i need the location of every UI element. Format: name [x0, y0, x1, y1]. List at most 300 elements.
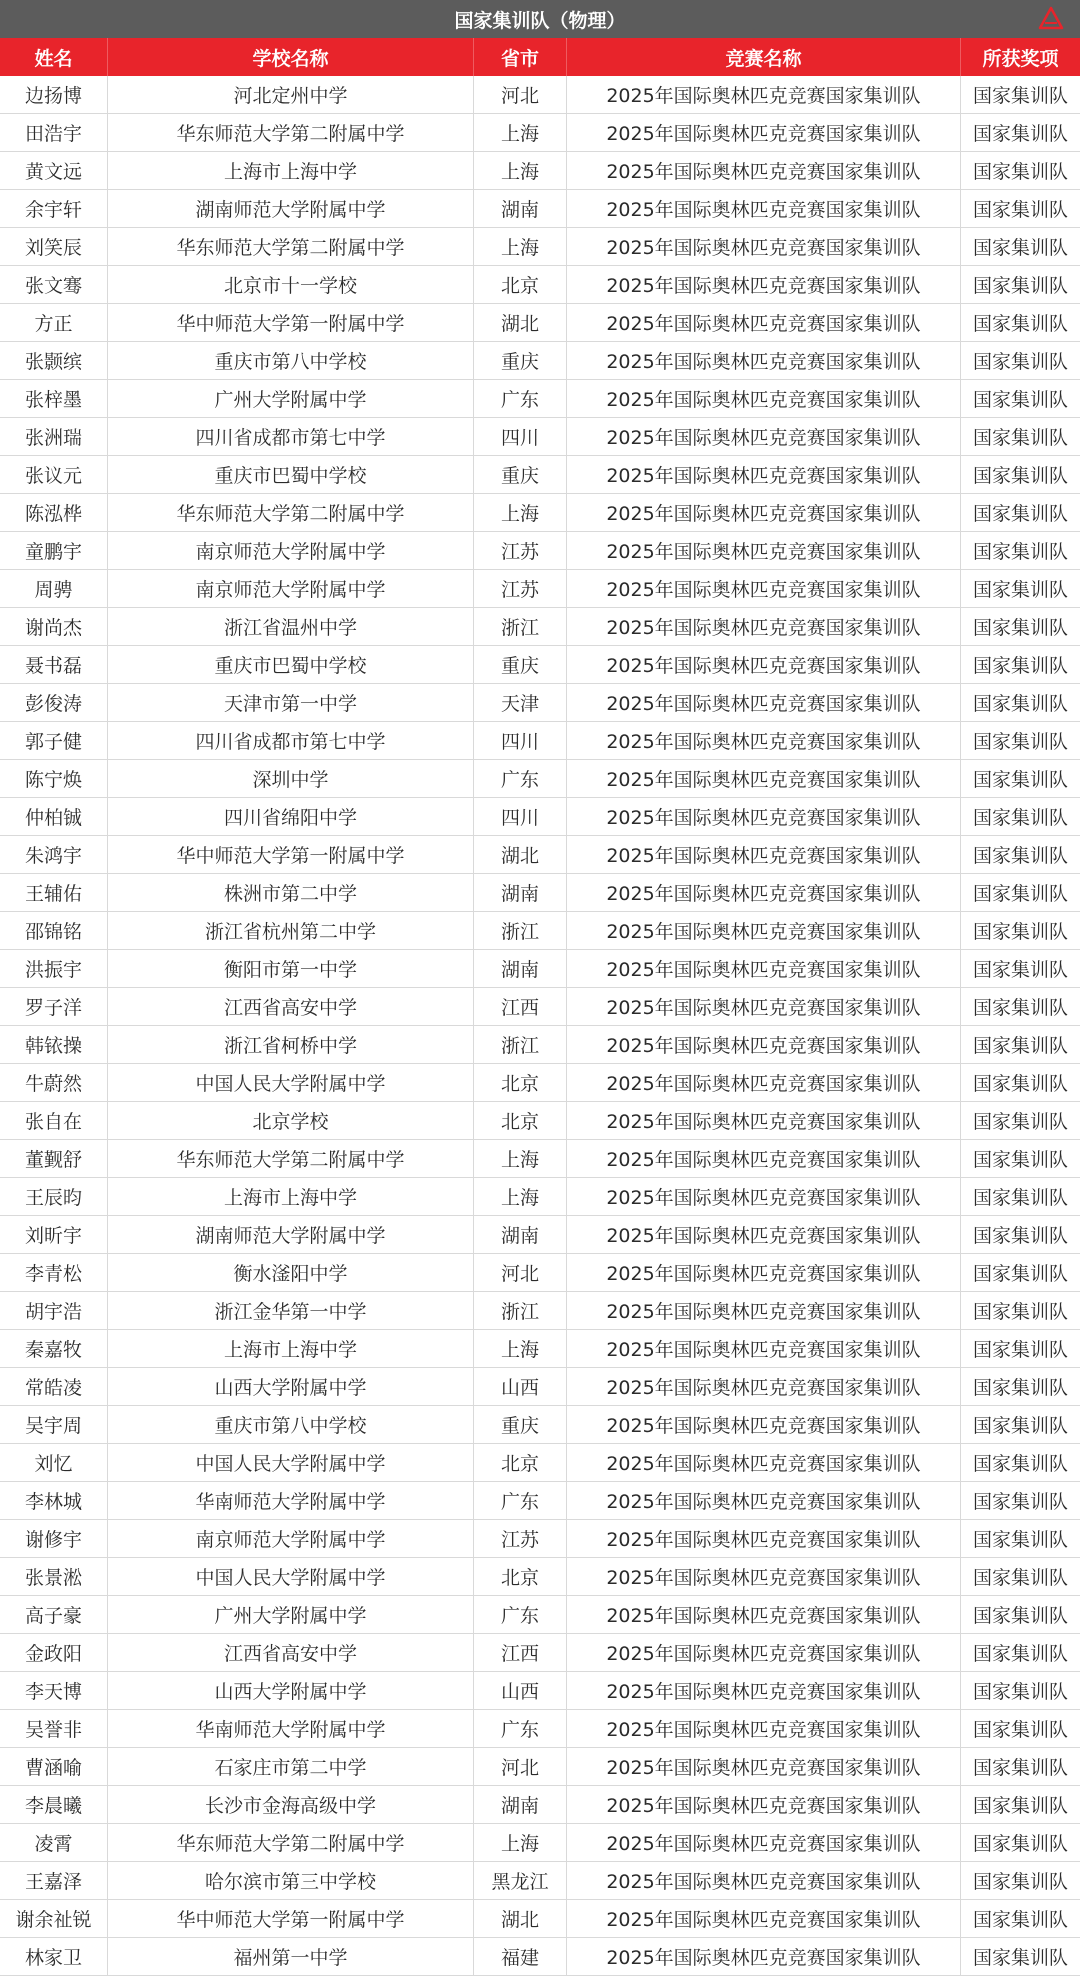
cell-competition: 2025年国际奥林匹克竞赛国家集训队: [567, 1368, 961, 1405]
cell-school: 衡阳市第一中学: [108, 950, 474, 987]
table-row: [0, 1444, 1080, 1482]
cell-competition: 2025年国际奥林匹克竞赛国家集训队: [567, 266, 961, 303]
cell-name: 方正: [0, 304, 108, 341]
roster-table: [0, 38, 1080, 1976]
cell-award: 国家集训队: [972, 161, 1068, 183]
table-row: [0, 912, 1080, 950]
cell-province: 重庆: [474, 456, 567, 493]
table-row: [0, 1634, 1080, 1672]
cell-school: 华中师范大学第一附属中学: [108, 1900, 474, 1937]
cell-award: 国家集训队: [972, 1225, 1068, 1247]
cell-name: 谢尚杰: [0, 608, 108, 645]
cell-name: 曹涵喻: [0, 1748, 108, 1785]
cell-province: 江西: [474, 1634, 567, 1671]
table-row: [0, 874, 1080, 912]
cell-name: 李青松: [0, 1254, 108, 1291]
cell-province: 浙江: [474, 912, 567, 949]
cell-competition: 2025年国际奥林匹克竞赛国家集训队: [567, 874, 961, 911]
cell-province: 河北: [474, 1748, 567, 1785]
cell-province: 湖南: [474, 1216, 567, 1253]
cell-province: 北京: [474, 266, 567, 303]
cell-competition: 2025年国际奥林匹克竞赛国家集训队: [567, 684, 961, 721]
cell-province: 上海: [474, 1824, 567, 1861]
table-row: [0, 1748, 1080, 1786]
cell-award: 国家集训队: [972, 1871, 1068, 1893]
table-row: [0, 1026, 1080, 1064]
cell-competition: 2025年国际奥林匹克竞赛国家集训队: [567, 798, 961, 835]
cell-school: 四川省绵阳中学: [108, 798, 474, 835]
cell-competition: 2025年国际奥林匹克竞赛国家集训队: [567, 1938, 961, 1975]
cell-competition: 2025年国际奥林匹克竞赛国家集训队: [567, 570, 961, 607]
cell-name: 吴宇周: [0, 1406, 108, 1443]
cell-award: 国家集训队: [972, 313, 1068, 335]
cell-competition: 2025年国际奥林匹克竞赛国家集训队: [567, 1710, 961, 1747]
table-row: [0, 1140, 1080, 1178]
cell-award: 国家集训队: [972, 579, 1068, 601]
cell-competition: 2025年国际奥林匹克竞赛国家集训队: [567, 1672, 961, 1709]
cell-competition: 2025年国际奥林匹克竞赛国家集训队: [567, 342, 961, 379]
cell-competition: 2025年国际奥林匹克竞赛国家集训队: [567, 1482, 961, 1519]
cell-competition: 2025年国际奥林匹克竞赛国家集训队: [567, 494, 961, 531]
cell-award: 国家集训队: [972, 1567, 1068, 1589]
cell-name: 凌霄: [0, 1824, 108, 1861]
table-row: [0, 1406, 1080, 1444]
cell-school: 江西省高安中学: [108, 1634, 474, 1671]
column-header-name: 姓名: [0, 38, 108, 76]
cell-province: 四川: [474, 418, 567, 455]
column-header-province: 省市: [474, 38, 567, 76]
cell-name: 谢修宇: [0, 1520, 108, 1557]
cell-province: 广东: [474, 380, 567, 417]
cell-name: 吴誉非: [0, 1710, 108, 1747]
table-row: [0, 190, 1080, 228]
cell-award: 国家集训队: [972, 427, 1068, 449]
cell-province: 湖南: [474, 874, 567, 911]
cell-province: 广东: [474, 1482, 567, 1519]
cell-competition: 2025年国际奥林匹克竞赛国家集训队: [567, 152, 961, 189]
table-row: [0, 1558, 1080, 1596]
cell-name: 金政阳: [0, 1634, 108, 1671]
table-row: [0, 760, 1080, 798]
cell-province: 上海: [474, 152, 567, 189]
cell-name: 牛蔚然: [0, 1064, 108, 1101]
cell-competition: 2025年国际奥林匹克竞赛国家集训队: [567, 532, 961, 569]
cell-school: 衡水滏阳中学: [108, 1254, 474, 1291]
cell-school: 江西省高安中学: [108, 988, 474, 1025]
cell-competition: 2025年国际奥林匹克竞赛国家集训队: [567, 304, 961, 341]
cell-province: 广东: [474, 760, 567, 797]
cell-name: 邵锦铭: [0, 912, 108, 949]
cell-name: 韩铱操: [0, 1026, 108, 1063]
cell-competition: 2025年国际奥林匹克竞赛国家集训队: [567, 950, 961, 987]
cell-province: 湖南: [474, 190, 567, 227]
table-row: [0, 1102, 1080, 1140]
cell-name: 洪振宇: [0, 950, 108, 987]
cell-award: 国家集训队: [972, 1187, 1068, 1209]
page-title: 国家集训队（物理）: [454, 9, 626, 32]
cell-competition: 2025年国际奥林匹克竞赛国家集训队: [567, 1900, 961, 1937]
cell-award: 国家集训队: [972, 1301, 1068, 1323]
cell-name: 王嘉泽: [0, 1862, 108, 1899]
cell-award: 国家集训队: [972, 1073, 1068, 1095]
table-row: [0, 1938, 1080, 1976]
table-row: [0, 608, 1080, 646]
cell-province: 福建: [474, 1938, 567, 1975]
table-row: [0, 494, 1080, 532]
cell-school: 华东师范大学第二附属中学: [108, 114, 474, 151]
table-row: [0, 1786, 1080, 1824]
cell-school: 华南师范大学附属中学: [108, 1482, 474, 1519]
cell-school: 重庆市巴蜀中学校: [108, 646, 474, 683]
cell-award: 国家集训队: [972, 199, 1068, 221]
cell-award: 国家集训队: [972, 1415, 1068, 1437]
cell-province: 重庆: [474, 1406, 567, 1443]
cell-competition: 2025年国际奥林匹克竞赛国家集训队: [567, 1178, 961, 1215]
cell-award: 国家集训队: [972, 921, 1068, 943]
cell-province: 上海: [474, 1330, 567, 1367]
cell-school: 四川省成都市第七中学: [108, 722, 474, 759]
cell-province: 广东: [474, 1710, 567, 1747]
cell-award: 国家集训队: [972, 769, 1068, 791]
cell-award: 国家集训队: [972, 655, 1068, 677]
cell-province: 重庆: [474, 646, 567, 683]
cell-award: 国家集训队: [972, 1757, 1068, 1779]
table-row: [0, 342, 1080, 380]
cell-award: 国家集训队: [972, 959, 1068, 981]
cell-award: 国家集训队: [972, 123, 1068, 145]
cell-competition: 2025年国际奥林匹克竞赛国家集训队: [567, 1634, 961, 1671]
cell-competition: 2025年国际奥林匹克竞赛国家集训队: [567, 76, 961, 113]
table-row: [0, 152, 1080, 190]
table-row: [0, 1368, 1080, 1406]
cell-school: 南京师范大学附属中学: [108, 570, 474, 607]
cell-award: 国家集训队: [972, 351, 1068, 373]
cell-province: 广东: [474, 1596, 567, 1633]
cell-school: 浙江省温州中学: [108, 608, 474, 645]
cell-province: 湖南: [474, 950, 567, 987]
cell-award: 国家集训队: [972, 1719, 1068, 1741]
cell-award: 国家集训队: [972, 617, 1068, 639]
cell-province: 江苏: [474, 532, 567, 569]
cell-award: 国家集训队: [972, 1111, 1068, 1133]
cell-province: 浙江: [474, 1026, 567, 1063]
table-row: [0, 722, 1080, 760]
cell-school: 广州大学附属中学: [108, 380, 474, 417]
cell-competition: 2025年国际奥林匹克竞赛国家集训队: [567, 722, 961, 759]
cell-name: 仲柏铖: [0, 798, 108, 835]
title-bar: [0, 0, 1080, 38]
table-row: [0, 1520, 1080, 1558]
cell-award: 国家集训队: [972, 1909, 1068, 1931]
cell-award: 国家集训队: [972, 1453, 1068, 1475]
cell-award: 国家集训队: [972, 237, 1068, 259]
cell-award: 国家集训队: [972, 1339, 1068, 1361]
cell-school: 南京师范大学附属中学: [108, 532, 474, 569]
cell-school: 浙江省杭州第二中学: [108, 912, 474, 949]
cell-competition: 2025年国际奥林匹克竞赛国家集训队: [567, 1330, 961, 1367]
cell-competition: 2025年国际奥林匹克竞赛国家集训队: [567, 760, 961, 797]
table-row: [0, 950, 1080, 988]
cell-school: 山西大学附属中学: [108, 1368, 474, 1405]
cell-province: 山西: [474, 1672, 567, 1709]
cell-name: 秦嘉牧: [0, 1330, 108, 1367]
cell-province: 上海: [474, 1178, 567, 1215]
cell-name: 朱鸿宇: [0, 836, 108, 873]
table-row: [0, 532, 1080, 570]
cell-name: 张文骞: [0, 266, 108, 303]
cell-award: 国家集训队: [972, 1149, 1068, 1171]
cell-competition: 2025年国际奥林匹克竞赛国家集训队: [567, 190, 961, 227]
cell-school: 山西大学附属中学: [108, 1672, 474, 1709]
cell-competition: 2025年国际奥林匹克竞赛国家集训队: [567, 114, 961, 151]
cell-province: 天津: [474, 684, 567, 721]
table-row: [0, 646, 1080, 684]
cell-name: 彭俊涛: [0, 684, 108, 721]
cell-name: 周骋: [0, 570, 108, 607]
cell-competition: 2025年国际奥林匹克竞赛国家集训队: [567, 646, 961, 683]
cell-province: 湖北: [474, 1900, 567, 1937]
cell-school: 重庆市巴蜀中学校: [108, 456, 474, 493]
cell-name: 张景淞: [0, 1558, 108, 1595]
cell-competition: 2025年国际奥林匹克竞赛国家集训队: [567, 1748, 961, 1785]
cell-school: 浙江省柯桥中学: [108, 1026, 474, 1063]
cell-province: 上海: [474, 228, 567, 265]
cell-award: 国家集训队: [972, 1377, 1068, 1399]
cell-award: 国家集训队: [972, 1833, 1068, 1855]
table-row: [0, 1596, 1080, 1634]
cell-competition: 2025年国际奥林匹克竞赛国家集训队: [567, 1064, 961, 1101]
cell-competition: 2025年国际奥林匹克竞赛国家集训队: [567, 1520, 961, 1557]
cell-school: 哈尔滨市第三中学校: [108, 1862, 474, 1899]
cell-competition: 2025年国际奥林匹克竞赛国家集训队: [567, 1786, 961, 1823]
cell-school: 重庆市第八中学校: [108, 1406, 474, 1443]
cell-school: 华东师范大学第二附属中学: [108, 1824, 474, 1861]
cell-province: 四川: [474, 722, 567, 759]
cell-name: 田浩宇: [0, 114, 108, 151]
cell-competition: 2025年国际奥林匹克竞赛国家集训队: [567, 1824, 961, 1861]
cell-award: 国家集训队: [972, 1643, 1068, 1665]
table-row: [0, 228, 1080, 266]
cell-award: 国家集训队: [972, 1605, 1068, 1627]
column-header-competition: 竞赛名称: [567, 38, 961, 76]
column-header-school: 学校名称: [108, 38, 474, 76]
column-header-award: 所获奖项: [982, 47, 1059, 70]
table-row: [0, 836, 1080, 874]
cell-name: 陈宁焕: [0, 760, 108, 797]
cell-school: 中国人民大学附属中学: [108, 1558, 474, 1595]
cell-province: 江西: [474, 988, 567, 1025]
cell-school: 南京师范大学附属中学: [108, 1520, 474, 1557]
cell-competition: 2025年国际奥林匹克竞赛国家集训队: [567, 380, 961, 417]
cell-name: 谢余祉锐: [0, 1900, 108, 1937]
cell-province: 北京: [474, 1064, 567, 1101]
cell-school: 华中师范大学第一附属中学: [108, 304, 474, 341]
cell-award: 国家集训队: [972, 275, 1068, 297]
cell-name: 李林城: [0, 1482, 108, 1519]
cell-name: 刘忆: [0, 1444, 108, 1481]
cell-competition: 2025年国际奥林匹克竞赛国家集训队: [567, 1558, 961, 1595]
cell-school: 河北定州中学: [108, 76, 474, 113]
cell-school: 中国人民大学附属中学: [108, 1064, 474, 1101]
cell-name: 林家卫: [0, 1938, 108, 1975]
cell-competition: 2025年国际奥林匹克竞赛国家集训队: [567, 1140, 961, 1177]
cell-province: 湖北: [474, 836, 567, 873]
cell-province: 上海: [474, 1140, 567, 1177]
cell-name: 刘昕宇: [0, 1216, 108, 1253]
cell-award: 国家集训队: [972, 1947, 1068, 1969]
cell-school: 上海市上海中学: [108, 1178, 474, 1215]
cell-award: 国家集训队: [972, 465, 1068, 487]
cell-province: 河北: [474, 76, 567, 113]
table-row: [0, 1178, 1080, 1216]
cell-competition: 2025年国际奥林匹克竞赛国家集训队: [567, 1102, 961, 1139]
cell-name: 王辅佑: [0, 874, 108, 911]
cell-competition: 2025年国际奥林匹克竞赛国家集训队: [567, 1596, 961, 1633]
cell-school: 华东师范大学第二附属中学: [108, 494, 474, 531]
cell-school: 北京市十一学校: [108, 266, 474, 303]
cell-school: 四川省成都市第七中学: [108, 418, 474, 455]
table-row: [0, 1672, 1080, 1710]
cell-award: 国家集训队: [972, 1035, 1068, 1057]
table-row: [0, 988, 1080, 1026]
cell-name: 郭子健: [0, 722, 108, 759]
cell-competition: 2025年国际奥林匹克竞赛国家集训队: [567, 418, 961, 455]
table-row: [0, 114, 1080, 152]
cell-competition: 2025年国际奥林匹克竞赛国家集训队: [567, 456, 961, 493]
cell-province: 北京: [474, 1102, 567, 1139]
cell-school: 浙江金华第一中学: [108, 1292, 474, 1329]
cell-award: 国家集训队: [972, 731, 1068, 753]
cell-province: 湖北: [474, 304, 567, 341]
cell-province: 上海: [474, 114, 567, 151]
cell-competition: 2025年国际奥林匹克竞赛国家集训队: [567, 228, 961, 265]
cell-name: 张颢缤: [0, 342, 108, 379]
cell-award: 国家集训队: [972, 693, 1068, 715]
cell-name: 李天博: [0, 1672, 108, 1709]
cell-competition: 2025年国际奥林匹克竞赛国家集训队: [567, 836, 961, 873]
cell-competition: 2025年国际奥林匹克竞赛国家集训队: [567, 1026, 961, 1063]
cell-school: 华东师范大学第二附属中学: [108, 1140, 474, 1177]
cell-name: 常皓凌: [0, 1368, 108, 1405]
table-row: [0, 1292, 1080, 1330]
table-row: [0, 1824, 1080, 1862]
cell-province: 北京: [474, 1558, 567, 1595]
cell-school: 湖南师范大学附属中学: [108, 190, 474, 227]
cell-province: 四川: [474, 798, 567, 835]
cell-award: 国家集训队: [972, 1795, 1068, 1817]
cell-name: 张自在: [0, 1102, 108, 1139]
cell-school: 北京学校: [108, 1102, 474, 1139]
cell-name: 罗子洋: [0, 988, 108, 1025]
cell-name: 张梓墨: [0, 380, 108, 417]
cell-school: 重庆市第八中学校: [108, 342, 474, 379]
cell-school: 华南师范大学附属中学: [108, 1710, 474, 1747]
triangle-logo-icon: [1038, 6, 1064, 30]
cell-name: 董觐舒: [0, 1140, 108, 1177]
table-row: [0, 684, 1080, 722]
cell-province: 黑龙江: [474, 1862, 567, 1899]
cell-competition: 2025年国际奥林匹克竞赛国家集训队: [567, 608, 961, 645]
table-row: [0, 456, 1080, 494]
cell-name: 边扬博: [0, 76, 108, 113]
cell-award: 国家集训队: [972, 997, 1068, 1019]
cell-name: 王辰昀: [0, 1178, 108, 1215]
cell-province: 江苏: [474, 1520, 567, 1557]
cell-province: 江苏: [474, 570, 567, 607]
cell-competition: 2025年国际奥林匹克竞赛国家集训队: [567, 1254, 961, 1291]
cell-award: 国家集训队: [972, 845, 1068, 867]
cell-province: 浙江: [474, 1292, 567, 1329]
cell-name: 高子豪: [0, 1596, 108, 1633]
cell-competition: 2025年国际奥林匹克竞赛国家集训队: [567, 1406, 961, 1443]
cell-province: 湖南: [474, 1786, 567, 1823]
cell-award: 国家集训队: [972, 503, 1068, 525]
cell-name: 李晨曦: [0, 1786, 108, 1823]
cell-name: 聂书磊: [0, 646, 108, 683]
table-row: [0, 570, 1080, 608]
cell-school: 天津市第一中学: [108, 684, 474, 721]
table-row: [0, 1216, 1080, 1254]
cell-province: 北京: [474, 1444, 567, 1481]
cell-province: 浙江: [474, 608, 567, 645]
table-body: [0, 76, 1080, 1976]
cell-award: 国家集训队: [972, 883, 1068, 905]
cell-school: 湖南师范大学附属中学: [108, 1216, 474, 1253]
cell-name: 张洲瑞: [0, 418, 108, 455]
cell-school: 华东师范大学第二附属中学: [108, 228, 474, 265]
cell-school: 福州第一中学: [108, 1938, 474, 1975]
cell-competition: 2025年国际奥林匹克竞赛国家集训队: [567, 912, 961, 949]
table-header-row: [0, 38, 1080, 76]
cell-province: 山西: [474, 1368, 567, 1405]
cell-award: 国家集训队: [972, 1491, 1068, 1513]
cell-name: 胡宇浩: [0, 1292, 108, 1329]
table-row: [0, 1064, 1080, 1102]
table-row: [0, 1862, 1080, 1900]
table-row: [0, 304, 1080, 342]
cell-school: 石家庄市第二中学: [108, 1748, 474, 1785]
cell-province: 河北: [474, 1254, 567, 1291]
cell-name: 刘笑辰: [0, 228, 108, 265]
cell-award: 国家集训队: [972, 807, 1068, 829]
table-row: [0, 1254, 1080, 1292]
cell-competition: 2025年国际奥林匹克竞赛国家集训队: [567, 1216, 961, 1253]
table-row: [0, 1900, 1080, 1938]
cell-name: 张议元: [0, 456, 108, 493]
cell-school: 广州大学附属中学: [108, 1596, 474, 1633]
cell-name: 陈泓桦: [0, 494, 108, 531]
cell-competition: 2025年国际奥林匹克竞赛国家集训队: [567, 988, 961, 1025]
cell-school: 上海市上海中学: [108, 152, 474, 189]
cell-school: 上海市上海中学: [108, 1330, 474, 1367]
cell-competition: 2025年国际奥林匹克竞赛国家集训队: [567, 1862, 961, 1899]
cell-school: 深圳中学: [108, 760, 474, 797]
table-row: [0, 380, 1080, 418]
table-row: [0, 1710, 1080, 1748]
table-row: [0, 76, 1080, 114]
cell-name: 余宇轩: [0, 190, 108, 227]
table-row: [0, 1330, 1080, 1368]
cell-award: 国家集训队: [972, 1529, 1068, 1551]
table-row: [0, 418, 1080, 456]
cell-award: 国家集训队: [972, 541, 1068, 563]
cell-school: 长沙市金海高级中学: [108, 1786, 474, 1823]
cell-school: 株洲市第二中学: [108, 874, 474, 911]
table-row: [0, 266, 1080, 304]
cell-competition: 2025年国际奥林匹克竞赛国家集训队: [567, 1444, 961, 1481]
cell-province: 上海: [474, 494, 567, 531]
cell-award: 国家集训队: [972, 85, 1068, 107]
